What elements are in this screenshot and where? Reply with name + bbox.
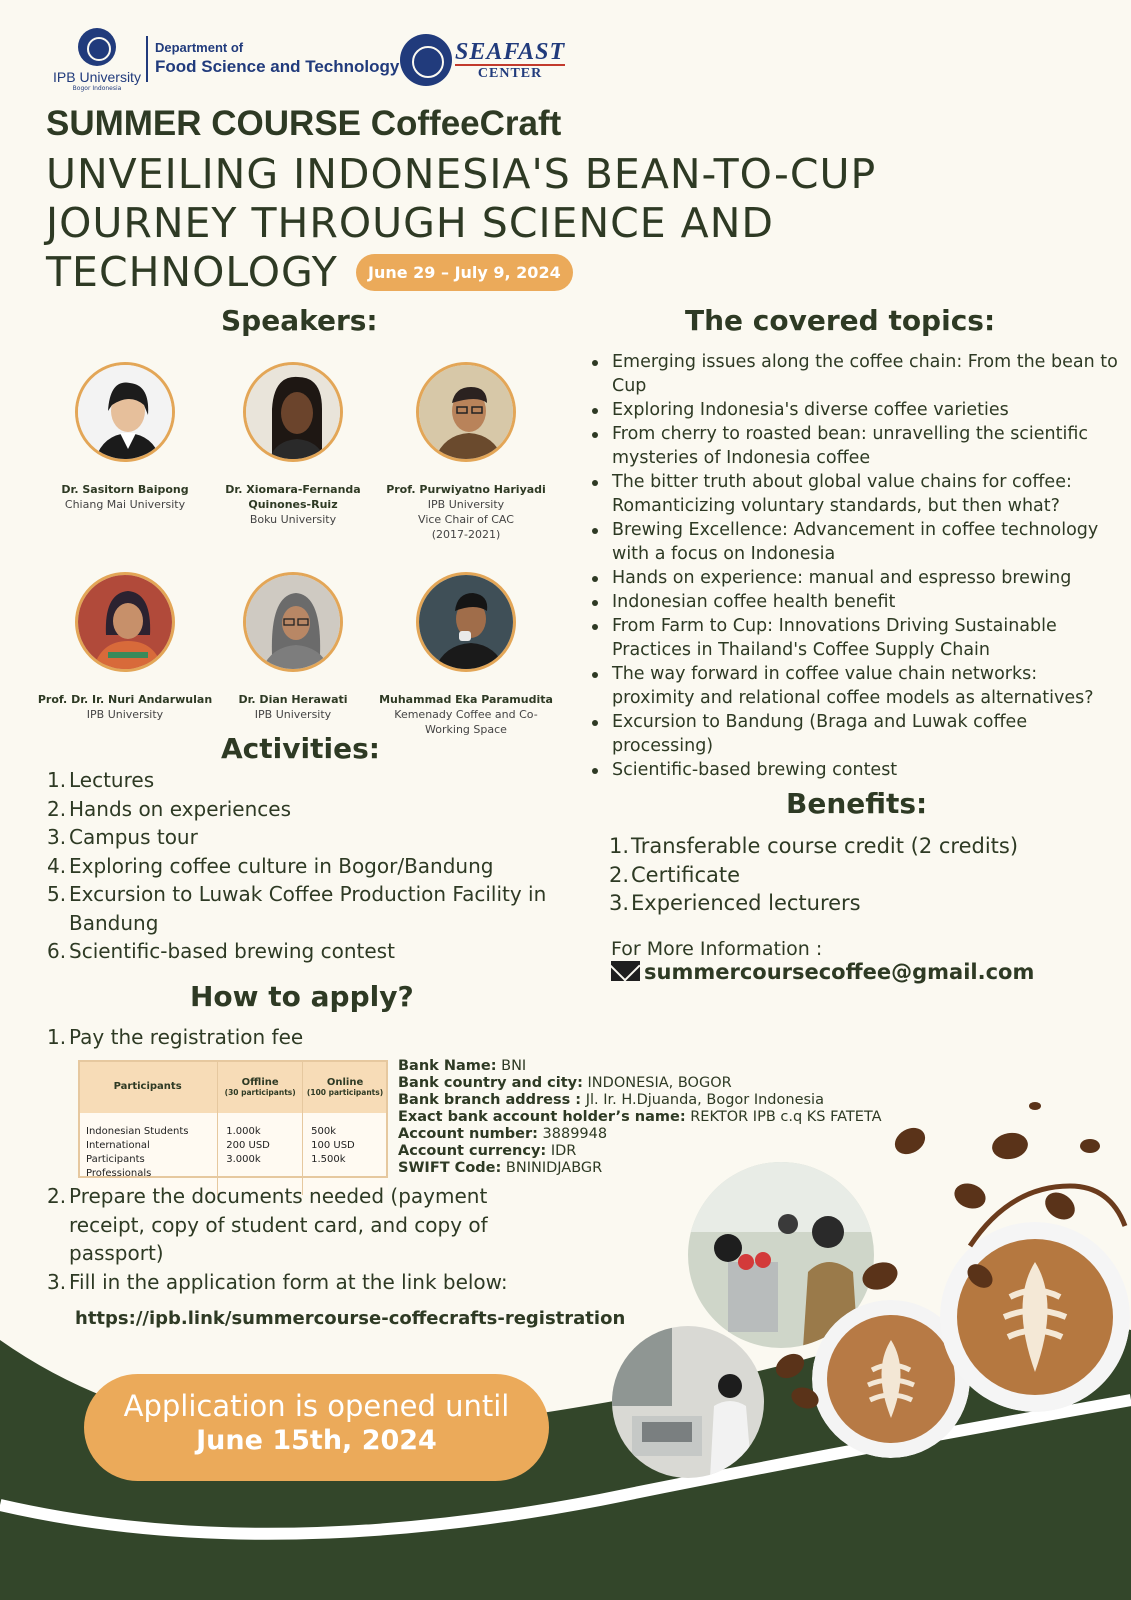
ipb-sub: Bogor Indonesia <box>72 85 122 92</box>
deadline-banner <box>84 1374 549 1481</box>
list-item: The bitter truth about global value chains for coffee: Romanticizing voluntary standards, but then what? <box>589 470 1119 518</box>
speaker-card <box>203 362 383 527</box>
speaker-affiliation: Boku University <box>249 513 337 526</box>
deadline-date: June 15th, 2024 <box>196 1425 437 1456</box>
list-item: Brewing Excellence: Advancement in coffee technology with a focus on Indonesia <box>589 518 1119 566</box>
email-link[interactable]: summercoursecoffee@gmail.com <box>644 960 1035 984</box>
seafast-line1: SEAFAST <box>455 39 566 65</box>
main-title-line3: TECHNOLOGY <box>46 248 338 296</box>
benefit-text: Certificate <box>631 862 741 887</box>
speaker-affiliation: IPB University <box>86 708 164 721</box>
benefits-list <box>609 832 1119 918</box>
avatar <box>416 362 516 462</box>
bank-value: IDR <box>550 1143 577 1159</box>
benefit-text: Transferable course credit (2 credits) <box>631 834 1019 858</box>
ipb-logo <box>52 28 142 90</box>
list-item: From Farm to Cup: Innovations Driving Sustainable Practices in Thailand's Coffee Supply Chain <box>589 614 1119 662</box>
benefits-heading: Benefits: <box>786 787 928 820</box>
speaker-affiliation: Chiang Mai University <box>64 498 186 511</box>
list-item: 3. Campus tour <box>47 825 198 849</box>
offline-sub: (30 participants) <box>224 1087 296 1097</box>
list-item: Emerging issues along the coffee chain: From the bean to Cup <box>589 350 1119 398</box>
list-item: 1. Transferable course credit (2 credits) <box>609 834 1019 858</box>
main-title-line2: JOURNEY THROUGH SCIENCE AND <box>46 199 774 247</box>
speakers-heading: Speakers: <box>221 304 378 337</box>
list-item: 3. Experienced lecturers <box>609 891 861 915</box>
deadline-line1: Application is opened until <box>123 1389 510 1423</box>
step-text: Pay the registration fee <box>69 1025 304 1049</box>
benefit-text: Experienced lecturers <box>631 891 861 915</box>
topics-heading: The covered topics: <box>685 304 996 337</box>
table-cell: 500k <box>311 1126 336 1137</box>
speaker-card <box>35 572 215 722</box>
mail-icon <box>611 961 640 981</box>
topics-list <box>589 350 1119 782</box>
speaker-card <box>35 362 215 512</box>
speaker-affiliation: (2017-2021) <box>431 528 501 541</box>
list-item: Indonesian coffee health benefit <box>589 590 1119 614</box>
activity-text: Exploring coffee culture in Bogor/Bandung <box>69 853 494 878</box>
table-cell: International Participants <box>86 1140 150 1165</box>
bank-label: Account currency: <box>398 1143 547 1159</box>
activity-text: Scientific-based brewing contest <box>69 939 395 963</box>
email-line[interactable] <box>611 960 1034 984</box>
activities-heading: Activities: <box>221 732 380 765</box>
bank-value: BNINIDJABGR <box>505 1160 603 1176</box>
speaker-affiliation: IPB University <box>427 498 505 511</box>
university-seal-icon <box>400 34 452 86</box>
avatar <box>75 572 175 672</box>
speaker-card <box>203 572 383 722</box>
step-text: Prepare the documents needed (payment receipt, copy of student card, and copy of passport) <box>69 1184 488 1265</box>
activity-text: Campus tour <box>69 825 198 849</box>
dept-line1: Department of <box>155 40 244 55</box>
apply-steps <box>47 1182 567 1296</box>
list-item: 2. Certificate <box>609 862 741 887</box>
table-cell: 1.000k <box>226 1126 261 1137</box>
speaker-affiliation: IPB University <box>254 708 332 721</box>
list-item: Exploring Indonesia's diverse coffee varieties <box>589 398 1119 422</box>
table-cell: Professionals <box>86 1168 152 1179</box>
activity-text: Lectures <box>69 768 155 792</box>
online-sub: (100 participants) <box>306 1087 384 1097</box>
main-title-line1: UNVEILING INDONESIA'S BEAN-TO-CUP <box>46 150 877 198</box>
ipb-seal-icon <box>78 28 116 66</box>
seafast-logo <box>455 40 565 82</box>
speaker-name: Dr. Xiomara-Fernanda Quinones-Ruiz <box>225 483 361 511</box>
table-cell: 3.000k <box>226 1154 261 1165</box>
bank-label: Bank Name: <box>398 1058 497 1074</box>
speaker-name: Prof. Purwiyatno Hariyadi <box>386 483 546 496</box>
department-logo <box>155 40 399 77</box>
registration-link[interactable]: https://ipb.link/summercourse-coffecrafts-registration <box>75 1308 626 1329</box>
table-frame <box>78 1060 388 1178</box>
ipb-name: IPB University <box>53 69 141 85</box>
list-item: 5. Excursion to Luwak Coffee Production Facility in Bandung <box>47 882 547 935</box>
lab-photo <box>612 1326 764 1478</box>
list-item: Excursion to Bandung (Braga and Luwak coffee processing) <box>589 710 1119 758</box>
coffee-beans-decoration <box>770 1086 1131 1446</box>
list-item: 1. Pay the registration fee <box>47 1025 304 1049</box>
table-cell: Indonesian Students <box>86 1126 189 1137</box>
bank-value: 3889948 <box>542 1126 608 1142</box>
table-cell: 100 USD <box>311 1140 355 1151</box>
bank-label: Exact bank account holder’s name: <box>398 1109 686 1125</box>
speaker-affiliation: Kemenady Coffee and Co-Working Space <box>394 708 538 736</box>
list-item: 3. Fill in the application form at the link below: <box>47 1269 508 1294</box>
bank-label: Account number: <box>398 1126 538 1142</box>
bank-label: Bank branch address : <box>398 1092 582 1108</box>
table-cell: 1.500k <box>311 1154 346 1165</box>
bank-label: Bank country and city: <box>398 1075 583 1091</box>
table-header: Participants <box>78 1060 218 1113</box>
avatar <box>416 572 516 672</box>
date-badge: June 29 – July 9, 2024 <box>356 254 573 291</box>
list-item: Hands on experience: manual and espresso brewing <box>589 566 1119 590</box>
avatar <box>243 362 343 462</box>
online-header: Online <box>326 1076 364 1088</box>
list-item: 6. Scientific-based brewing contest <box>47 939 395 963</box>
logo-divider <box>146 36 148 82</box>
activities-list <box>47 766 567 966</box>
speaker-name: Dr. Dian Herawati <box>238 693 348 706</box>
offline-header: Offline <box>241 1076 279 1088</box>
activity-text: Hands on experiences <box>69 796 291 821</box>
avatar <box>243 572 343 672</box>
speaker-name: Muhammad Eka Paramudita <box>379 693 553 706</box>
speaker-affiliation: Vice Chair of CAC <box>418 513 514 526</box>
apply-step1 <box>47 1023 567 1052</box>
activity-text: Excursion to Luwak Coffee Production Facility in Bandung <box>69 882 547 935</box>
bank-value: Jl. Ir. H.Djuanda, Bogor Indonesia <box>585 1092 824 1108</box>
speaker-name: Dr. Sasitorn Baipong <box>61 483 189 496</box>
speaker-name: Prof. Dr. Ir. Nuri Andarwulan <box>37 693 213 706</box>
list-item: 2. Prepare the documents needed (payment receipt, copy of student card, and copy of passport) <box>47 1184 488 1265</box>
speaker-card <box>376 362 556 542</box>
table-cell: 200 USD <box>226 1140 270 1151</box>
avatar <box>75 362 175 462</box>
list-item: 2. Hands on experiences <box>47 796 291 821</box>
step-text: Fill in the application form at the link below: <box>69 1269 508 1294</box>
list-item: From cherry to roasted bean: unravelling the scientific mysteries of Indonesia coffee <box>589 422 1119 470</box>
dept-line2: Food Science and Technology <box>155 57 400 76</box>
bank-label: SWIFT Code: <box>398 1160 502 1176</box>
list-item: The way forward in coffee value chain networks: proximity and relational coffee models as alternatives? <box>589 662 1119 710</box>
speaker-card <box>376 572 556 737</box>
more-info-label: For More Information : <box>611 938 823 960</box>
bank-value: INDONESIA, BOGOR <box>587 1075 732 1091</box>
seafast-line2: CENTER <box>477 66 543 81</box>
bank-value: REKTOR IPB c.q KS FATETA <box>690 1109 882 1125</box>
bank-line <box>398 1058 882 1075</box>
apply-heading: How to apply? <box>190 980 414 1013</box>
list-item: 1. Lectures <box>47 768 155 792</box>
course-title: SUMMER COURSE CoffeeCraft <box>46 104 562 143</box>
list-item: Scientific-based brewing contest <box>589 758 1119 782</box>
list-item: 4. Exploring coffee culture in Bogor/Bandung <box>47 853 494 878</box>
bank-value: BNI <box>501 1058 527 1074</box>
